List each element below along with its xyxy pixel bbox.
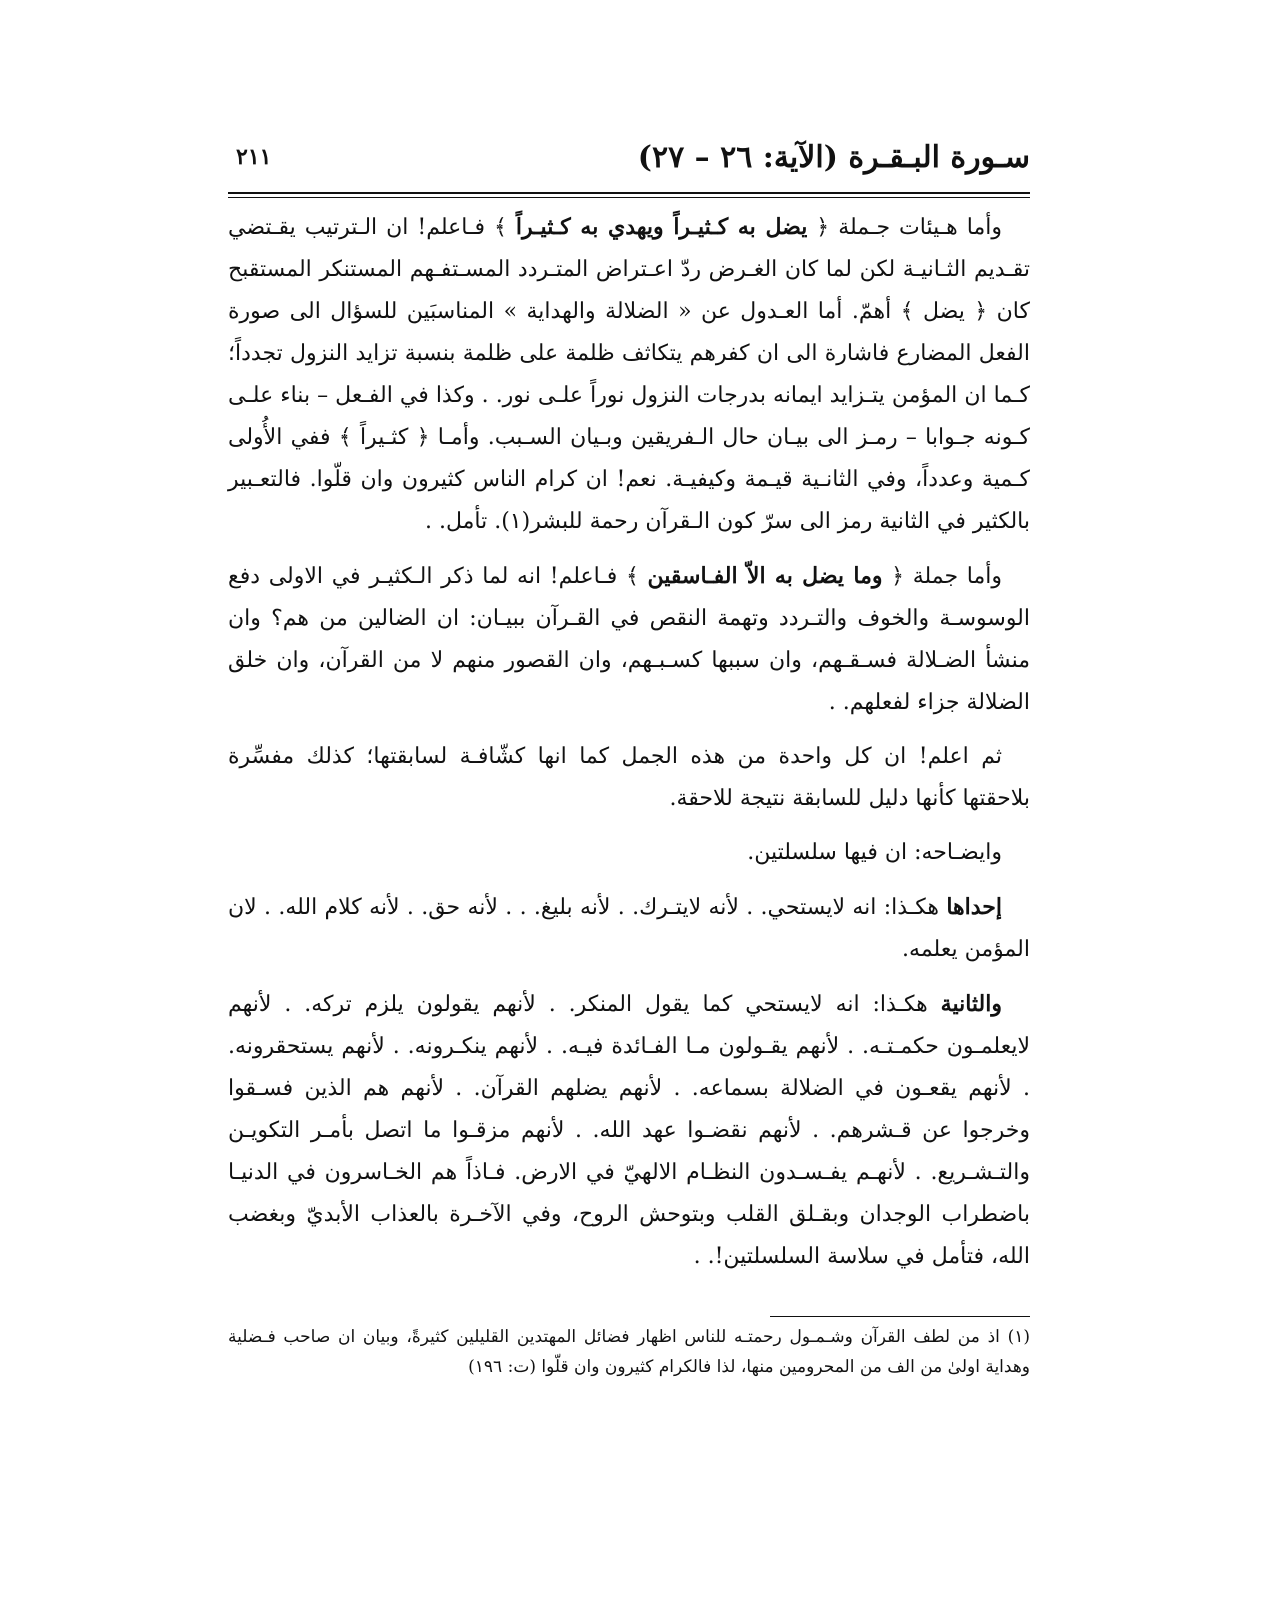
paragraph-text: وأما هـيئات جـملة ﴿ [807, 215, 1002, 240]
paragraph-text: وأما جملة ﴿ [882, 564, 1003, 589]
paragraph [228, 555, 1030, 724]
paragraph [228, 206, 1030, 543]
paragraph-text: ﴾ فـاعلم! ان الـترتيب يقـتضي تقـديم الثـانيـة لكن لما كان الغـرض ردّ اعـتراض المتـردد المسـتفـهم المستنكر المستقبح كان ﴿ يضل ﴾ أهمّ. أما العـدول عن « الضلالة والهداية » المناسبَين للسؤال الى صورة الفعل المضارع فاشارة الى ان كفرهم يتكاثف ظلمة على ظلمة بنسبة تزايد النزول تجدداً؛ كـما ان المؤمن يتـزايد ايمانه بدرجات النزول نوراً علـى نور. . وكذا في الفـعل – بناء علـى كـونه جـوابا – رمـز الى بيـان حال الـفريقين وبـيان السـبب. وأمـا ﴿ كثـيراً ﴾ ففي الأُولى كـمية وعدداً، وفي الثانـية قيـمة وكيفيـة. نعم! ان كرام الناس كثيرون وان قلّوا. فالتعـبير بالكثير في الثانية رمز الى سرّ كون الـقرآن رحمة للبشر(١). تأمل. . [228, 215, 1030, 534]
paragraph [228, 832, 1030, 874]
chain-label: والثانية [940, 991, 1002, 1017]
paragraph-text: ﴾ فـاعلم! انه لما ذكر الـكثيـر في الاولى دفع الوسوسـة والخوف والتـردد وتهمة النقص في القـرآن ببيـان: ان الضالين من هم؟ وان منشأ الضـلالة فسـقـهم، وان سببها كسـبـهم، وان القصور منهم لا من القرآن، وان خلق الضلالة جزاء لفعلهم. . [228, 564, 1030, 715]
header-rule-thin [228, 197, 1030, 198]
chain-label: إحداها [946, 894, 1002, 920]
quran-quote: يضل به كـثيـراً ويهدي به كـثيـراً [515, 214, 808, 240]
body-text [228, 206, 1030, 1290]
header-rule [228, 192, 1030, 194]
paragraph-text: هكـذا: انه لايستحي. . لأنه لايتـرك. . لأنه بليغ. . . لأنه حق. . لأنه كلام الله. . لان المؤمن يعلمه. [228, 895, 1030, 962]
quran-quote: وما يضل به الاّ الفـاسقين [647, 563, 883, 589]
footnote-rule [770, 1316, 1030, 1317]
page-header [228, 140, 1030, 190]
paragraph [228, 983, 1030, 1278]
running-title: سـورة البـقـرة (الآية: ٢٦ – ٢٧) [637, 140, 1030, 175]
paragraph [228, 886, 1030, 971]
paragraph [228, 736, 1030, 820]
paragraph-text: هكـذا: انه لايستحي كما يقول المنكر. . لأنهم يقولون يلزم تركه. . لأنهم لايعلمـون حكمـتـه. . لأنهم يقـولون مـا الفـائدة فيـه. . لأنهم ينكـرونه. . لأنهم يستحقرونه. . لأنهم يقعـون في الضلالة بسماعه. . لأنهم يضلهم القرآن. . لأنهم هم الذين فسـقوا وخرجوا عن قـشرهم. . لأنهم نقضـوا عهد الله. . لأنهم مزقـوا ما اتصل بأمـر التكويـن والتـشـريع. . لأنهـم يفـسـدون النظـام الالهيّ في الارض. فـاذاً هم الخـاسرون في الدنيـا باضطراب الوجدان وبقـلق القلب وبتوحش الروح، وفي الآخـرة بالعذاب الأبديّ وبغضب الله، فتأمل في سلاسة السلسلتين!. . [228, 992, 1030, 1269]
paragraph-text: ثم اعلم! ان كل واحدة من هذه الجمل كما انها كشّافـة لسابقتها؛ كذلك مفسِّرة بلاحقتها كأنها دليل للسابقة نتيجة للاحقة. [228, 744, 1030, 811]
footnote: (١) اذ من لطف القرآن وشـمـول رحمتـه للناس اظهار فضائل المهتدين القليلين كثيرةً، وبيان ان صاحب فـضلية وهداية اولىٰ من الف من المحرومين منها، لذا فالكرام كثيرون وان قلّوا (ت: ١٩٦) [228, 1327, 1030, 1377]
page-number: ٢١١ [236, 144, 272, 170]
paragraph-text: وايضـاحه: ان فيها سلسلتين. [747, 840, 1002, 865]
